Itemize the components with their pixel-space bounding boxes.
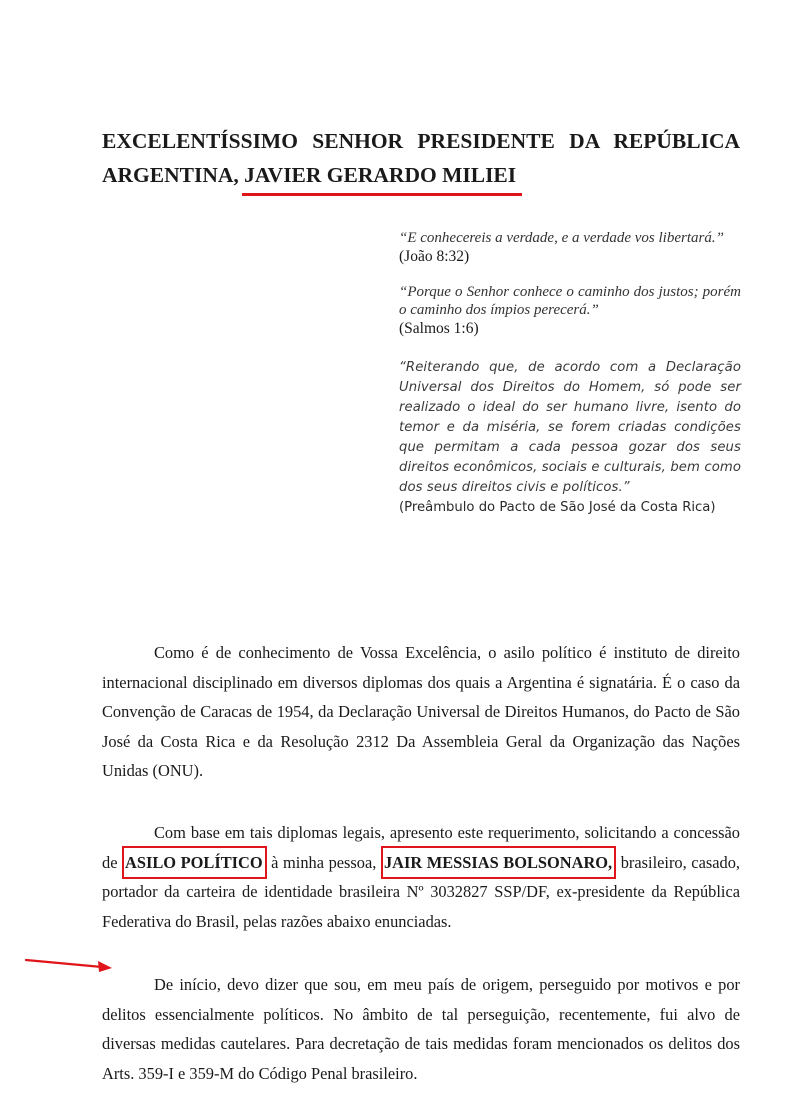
epigraphs-block [399,229,741,518]
epigraph-john [399,229,741,266]
addressee-heading [102,124,740,192]
epigraph-text: “E conhecereis a verdade, e a verdade vos libertará.” [399,230,724,246]
epigraph-pact-preamble [399,358,741,518]
paragraph-persecution: De início, devo dizer que sou, em meu país de origem, perseguido por motivos e por delitos essencialmente políticos. No âmbito de tal perseguição, recentemente, fui alvo de diversas medidas cautelares. Para decretação de tais medidas foram mencionados os delitos dos Arts. 359-I e 359-M do Código Penal brasileiro. [102,975,740,1083]
paragraph-asylum-law: Como é de conhecimento de Vossa Excelência, o asilo político é instituto de direito internacional disciplinado em diversos diplomas dos quais a Argentina é signatária. É o caso da Convenção de Caracas de 1954, da Declaração Universal de Direitos Humanos, do Pacto de São José da Costa Rica e da Resolução 2312 Da Assembleia Geral da Organização das Nações Unidas (ONU). [102,643,740,781]
applicant-name-highlight-box: JAIR MESSIAS BOLSONARO, [381,846,616,879]
epigraph-reference: (João 8:32) [399,248,470,265]
epigraph-text: “Porque o Senhor conhece o caminho dos justos; porém o caminho dos ímpios perecerá.” [399,284,741,318]
epigraph-text: “Reiterando que, de acordo com a Declaração Universal dos Direitos do Homem, só pode ser realizado o ideal do ser humano livre, isento do temor e da miséria, se forem criadas condições que permitam a cada pessoa gozar dos seus direitos econômicos, sociais e culturais, bem como dos seus direitos civis e políticos.” [399,360,741,495]
president-name-underlined: JAVIER GERARDO MILIEI [244,158,516,192]
heading-prefix: ARGENTINA, [102,163,245,187]
request-text-3: brasileiro, casado, portador da carteira de identidade brasileira Nº 3032827 SSP/DF, ex-presidente da República Federativa do Brasil, pelas razões abaixo enunciadas. [102,852,740,931]
paragraph-asylum-request [102,818,740,936]
heading-line-1: EXCELENTÍSSIMO SENHOR PRESIDENTE DA REPÚBLICA [102,129,740,153]
request-text-2: à minha pessoa, [266,852,381,872]
epigraph-reference: (Preâmbulo do Pacto de São José da Costa Rica) [399,500,716,515]
asylum-highlight-box: ASILO POLÍTICO [122,846,267,879]
request-text-1: Com base em tais diplomas legais, apresento este requerimento, solicitando a concessão de [102,823,740,872]
heading-line-2 [102,158,740,192]
epigraph-psalms [399,283,741,338]
epigraph-reference: (Salmos 1:6) [399,320,479,337]
